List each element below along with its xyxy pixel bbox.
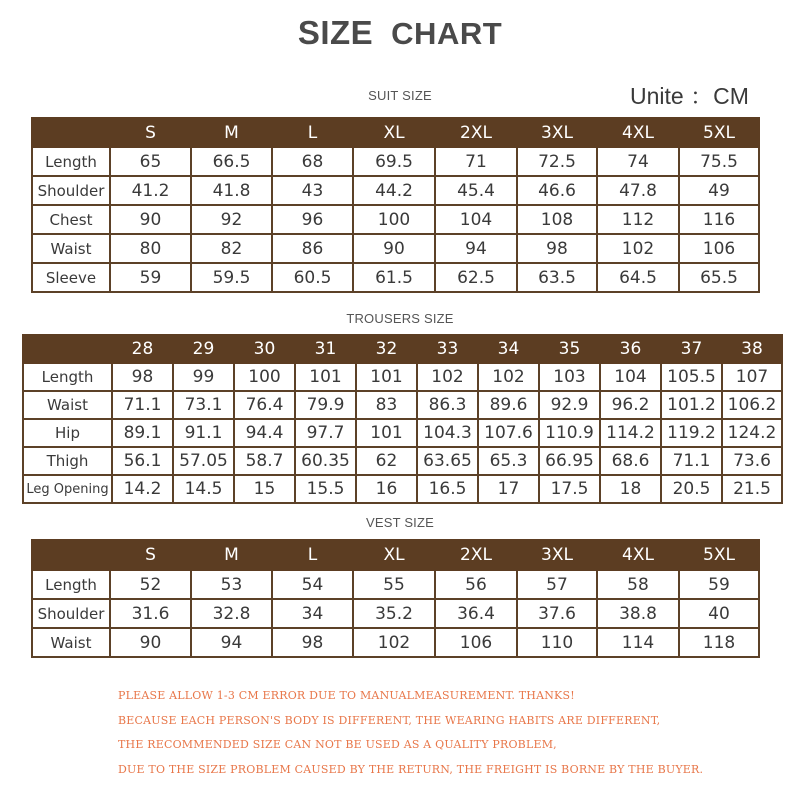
measurement-cell: 45.4 xyxy=(435,176,517,205)
measurement-cell: 41.8 xyxy=(191,176,272,205)
suit-size-caption: SUIT SIZE xyxy=(368,88,432,103)
measurement-cell: 52 xyxy=(110,570,191,599)
size-header-cell: 31 xyxy=(295,335,356,363)
measurement-cell: 86.3 xyxy=(417,391,478,419)
size-header-cell: 32 xyxy=(356,335,417,363)
row-label-cell: Waist xyxy=(32,234,110,263)
measurement-cell: 94 xyxy=(191,628,272,657)
row-label-cell: Thigh xyxy=(23,447,112,475)
table-row xyxy=(32,628,759,657)
measurement-cell: 82 xyxy=(191,234,272,263)
measurement-cell: 58.7 xyxy=(234,447,295,475)
measurement-cell: 43 xyxy=(272,176,353,205)
measurement-cell: 71.1 xyxy=(661,447,722,475)
size-header-cell: L xyxy=(272,118,353,147)
measurement-cell: 101 xyxy=(356,419,417,447)
size-header-cell: 2XL xyxy=(435,540,517,570)
measurement-cell: 34 xyxy=(272,599,353,628)
measurement-cell: 98 xyxy=(112,363,173,391)
size-header-cell: S xyxy=(110,118,191,147)
measurement-cell: 98 xyxy=(517,234,597,263)
measurement-cell: 114.2 xyxy=(600,419,661,447)
measurement-cell: 102 xyxy=(353,628,435,657)
measurement-cell: 44.2 xyxy=(353,176,435,205)
measurement-cell: 53 xyxy=(191,570,272,599)
row-label-cell: Length xyxy=(32,147,110,176)
measurement-cell: 106.2 xyxy=(722,391,782,419)
measurement-cell: 106 xyxy=(435,628,517,657)
measurement-cell: 15.5 xyxy=(295,475,356,503)
measurement-cell: 99 xyxy=(173,363,234,391)
table-row xyxy=(23,447,782,475)
measurement-cell: 21.5 xyxy=(722,475,782,503)
measurement-cell: 108 xyxy=(517,205,597,234)
measurement-cell: 68 xyxy=(272,147,353,176)
measurement-cell: 100 xyxy=(234,363,295,391)
measurement-cell: 118 xyxy=(679,628,759,657)
vest-size-table xyxy=(31,539,760,658)
table-row xyxy=(32,234,759,263)
measurement-cell: 75.5 xyxy=(679,147,759,176)
measurement-cell: 41.2 xyxy=(110,176,191,205)
trousers-size-table xyxy=(22,334,783,504)
measurement-cell: 55 xyxy=(353,570,435,599)
size-header-cell: 2XL xyxy=(435,118,517,147)
size-header-cell: 35 xyxy=(539,335,600,363)
measurement-cell: 98 xyxy=(272,628,353,657)
row-label-cell: Leg Opening xyxy=(23,475,112,503)
row-label-cell: Shoulder xyxy=(32,599,110,628)
table-row xyxy=(23,363,782,391)
measurement-cell: 66.5 xyxy=(191,147,272,176)
measurement-cell: 37.6 xyxy=(517,599,597,628)
size-header-cell: 37 xyxy=(661,335,722,363)
measurement-cell: 76.4 xyxy=(234,391,295,419)
measurement-cell: 102 xyxy=(478,363,539,391)
table-row xyxy=(32,599,759,628)
suit-size-table xyxy=(31,117,760,293)
measurement-cell: 60.35 xyxy=(295,447,356,475)
measurement-cell: 104 xyxy=(600,363,661,391)
size-header-cell: 3XL xyxy=(517,540,597,570)
measurement-cell: 38.8 xyxy=(597,599,679,628)
measurement-cell: 20.5 xyxy=(661,475,722,503)
page-title xyxy=(0,14,800,52)
measurement-cell: 90 xyxy=(110,205,191,234)
measurement-cell: 97.7 xyxy=(295,419,356,447)
measurement-cell: 59.5 xyxy=(191,263,272,292)
note-line: DUE TO THE SIZE PROBLEM CAUSED BY THE RETURN, THE FREIGHT IS BORNE BY THE BUYER. xyxy=(118,762,704,776)
measurement-cell: 57.05 xyxy=(173,447,234,475)
note-line: THE RECOMMENDED SIZE CAN NOT BE USED AS A QUALITY PROBLEM, xyxy=(118,738,557,751)
size-header-cell: L xyxy=(272,540,353,570)
measurement-cell: 92 xyxy=(191,205,272,234)
note-line: PLEASE ALLOW 1-3 CM ERROR DUE TO MANUALMEASUREMENT. THANKS! xyxy=(118,689,575,702)
row-label-cell: Waist xyxy=(23,391,112,419)
measurement-cell: 65.3 xyxy=(478,447,539,475)
measurement-cell: 90 xyxy=(353,234,435,263)
measurement-cell: 71 xyxy=(435,147,517,176)
size-header-cell: M xyxy=(191,118,272,147)
measurement-cell: 101 xyxy=(295,363,356,391)
measurement-cell: 54 xyxy=(272,570,353,599)
measurement-cell: 114 xyxy=(597,628,679,657)
measurement-cell: 59 xyxy=(679,570,759,599)
measurement-cell: 96.2 xyxy=(600,391,661,419)
measurement-cell: 57 xyxy=(517,570,597,599)
note-line: BECAUSE EACH PERSON'S BODY IS DIFFERENT, THE WEARING HABITS ARE DIFFERENT, xyxy=(118,713,661,727)
row-label-cell: Length xyxy=(23,363,112,391)
measurement-cell: 47.8 xyxy=(597,176,679,205)
measurement-cell: 65 xyxy=(110,147,191,176)
measurement-cell: 119.2 xyxy=(661,419,722,447)
measurement-cell: 102 xyxy=(417,363,478,391)
measurement-cell: 64.5 xyxy=(597,263,679,292)
measurement-cell: 94 xyxy=(435,234,517,263)
table-row xyxy=(23,475,782,503)
measurement-cell: 69.5 xyxy=(353,147,435,176)
table-row xyxy=(32,570,759,599)
measurement-cell: 101.2 xyxy=(661,391,722,419)
measurement-cell: 68.6 xyxy=(600,447,661,475)
measurement-cell: 17 xyxy=(478,475,539,503)
size-header-cell: 4XL xyxy=(597,118,679,147)
measurement-cell: 63.5 xyxy=(517,263,597,292)
size-header-cell: 36 xyxy=(600,335,661,363)
measurement-cell: 104 xyxy=(435,205,517,234)
measurement-cell: 94.4 xyxy=(234,419,295,447)
size-header-cell: XL xyxy=(353,540,435,570)
size-header-cell: S xyxy=(110,540,191,570)
row-label-cell: Shoulder xyxy=(32,176,110,205)
measurement-cell: 56 xyxy=(435,570,517,599)
measurement-cell: 36.4 xyxy=(435,599,517,628)
header-corner-cell xyxy=(32,540,110,570)
measurement-cell: 62.5 xyxy=(435,263,517,292)
measurement-cell: 107.6 xyxy=(478,419,539,447)
measurement-cell: 58 xyxy=(597,570,679,599)
measurement-cell: 63.65 xyxy=(417,447,478,475)
measurement-cell: 35.2 xyxy=(353,599,435,628)
measurement-cell: 73.1 xyxy=(173,391,234,419)
row-label-cell: Sleeve xyxy=(32,263,110,292)
notes-block xyxy=(118,688,703,786)
size-header-cell: 3XL xyxy=(517,118,597,147)
measurement-cell: 80 xyxy=(110,234,191,263)
measurement-cell: 96 xyxy=(272,205,353,234)
row-label-cell: Waist xyxy=(32,628,110,657)
measurement-cell: 73.6 xyxy=(722,447,782,475)
measurement-cell: 92.9 xyxy=(539,391,600,419)
measurement-cell: 65.5 xyxy=(679,263,759,292)
measurement-cell: 110.9 xyxy=(539,419,600,447)
measurement-cell: 62 xyxy=(356,447,417,475)
measurement-cell: 90 xyxy=(110,628,191,657)
size-header-cell: 34 xyxy=(478,335,539,363)
measurement-cell: 105.5 xyxy=(661,363,722,391)
title-word-size: SIZE xyxy=(297,14,374,51)
title-word-chart: CHART xyxy=(391,16,503,51)
measurement-cell: 31.6 xyxy=(110,599,191,628)
size-header-cell: 29 xyxy=(173,335,234,363)
table-row xyxy=(23,391,782,419)
table-row xyxy=(32,176,759,205)
measurement-cell: 101 xyxy=(356,363,417,391)
measurement-cell: 91.1 xyxy=(173,419,234,447)
header-corner-cell xyxy=(23,335,112,363)
table-row xyxy=(32,147,759,176)
header-row xyxy=(23,335,782,363)
size-header-cell: 38 xyxy=(722,335,782,363)
row-label-cell: Length xyxy=(32,570,110,599)
measurement-cell: 15 xyxy=(234,475,295,503)
measurement-cell: 61.5 xyxy=(353,263,435,292)
table-row xyxy=(32,205,759,234)
row-label-cell: Chest xyxy=(32,205,110,234)
measurement-cell: 83 xyxy=(356,391,417,419)
trousers-size-caption: TROUSERS SIZE xyxy=(346,311,454,326)
measurement-cell: 14.5 xyxy=(173,475,234,503)
measurement-cell: 112 xyxy=(597,205,679,234)
measurement-cell: 74 xyxy=(597,147,679,176)
measurement-cell: 40 xyxy=(679,599,759,628)
size-header-cell: XL xyxy=(353,118,435,147)
measurement-cell: 71.1 xyxy=(112,391,173,419)
size-header-cell: 5XL xyxy=(679,118,759,147)
unit-label: Unite ：CM xyxy=(630,83,749,109)
measurement-cell: 124.2 xyxy=(722,419,782,447)
size-header-cell: 28 xyxy=(112,335,173,363)
measurement-cell: 60.5 xyxy=(272,263,353,292)
header-corner-cell xyxy=(32,118,110,147)
measurement-cell: 107 xyxy=(722,363,782,391)
header-row xyxy=(32,118,759,147)
measurement-cell: 17.5 xyxy=(539,475,600,503)
size-header-cell: 30 xyxy=(234,335,295,363)
measurement-cell: 16.5 xyxy=(417,475,478,503)
measurement-cell: 100 xyxy=(353,205,435,234)
measurement-cell: 106 xyxy=(679,234,759,263)
measurement-cell: 18 xyxy=(600,475,661,503)
measurement-cell: 14.2 xyxy=(112,475,173,503)
size-header-cell: 33 xyxy=(417,335,478,363)
header-row xyxy=(32,540,759,570)
measurement-cell: 59 xyxy=(110,263,191,292)
measurement-cell: 72.5 xyxy=(517,147,597,176)
measurement-cell: 116 xyxy=(679,205,759,234)
table-row xyxy=(32,263,759,292)
measurement-cell: 86 xyxy=(272,234,353,263)
measurement-cell: 66.95 xyxy=(539,447,600,475)
measurement-cell: 102 xyxy=(597,234,679,263)
measurement-cell: 89.6 xyxy=(478,391,539,419)
size-header-cell: M xyxy=(191,540,272,570)
measurement-cell: 49 xyxy=(679,176,759,205)
measurement-cell: 104.3 xyxy=(417,419,478,447)
measurement-cell: 56.1 xyxy=(112,447,173,475)
measurement-cell: 79.9 xyxy=(295,391,356,419)
measurement-cell: 89.1 xyxy=(112,419,173,447)
vest-size-caption: VEST SIZE xyxy=(365,515,435,530)
measurement-cell: 103 xyxy=(539,363,600,391)
size-header-cell: 4XL xyxy=(597,540,679,570)
size-header-cell: 5XL xyxy=(679,540,759,570)
measurement-cell: 46.6 xyxy=(517,176,597,205)
measurement-cell: 110 xyxy=(517,628,597,657)
table-row xyxy=(23,419,782,447)
measurement-cell: 16 xyxy=(356,475,417,503)
row-label-cell: Hip xyxy=(23,419,112,447)
measurement-cell: 32.8 xyxy=(191,599,272,628)
